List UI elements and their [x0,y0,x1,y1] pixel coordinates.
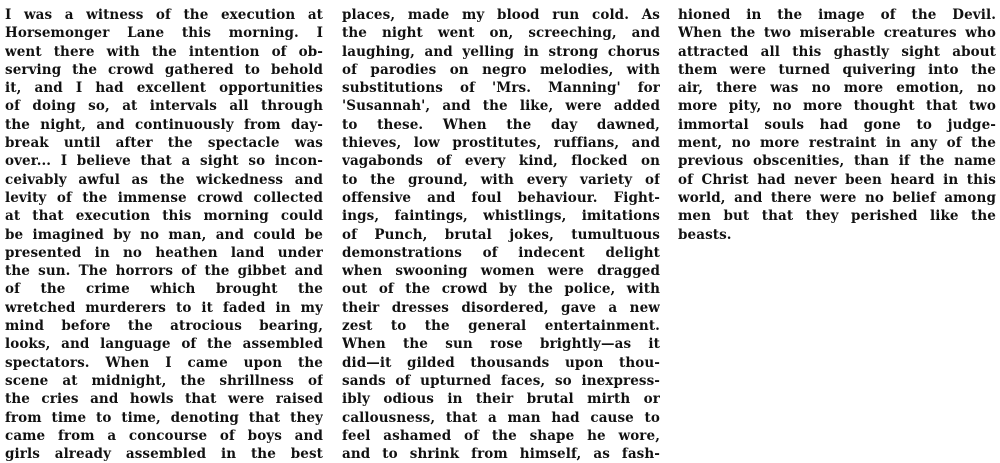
text-line: 'Susannah', and the like, were added [342,98,660,115]
text-line: feel ashamed of the shape he wore, [342,427,660,444]
text-line: went there with the intention of ob- [5,43,323,60]
text-column-2 [342,6,660,463]
text-line: Horsemonger Lane this morning. I [5,25,323,42]
text-line: levity of the immense crowd collected [5,189,323,206]
text-line: of doing so, at intervals all through [5,98,323,115]
text-line: over... I believe that a sight so incon- [5,153,323,170]
text-line: of the crime which brought the [5,281,323,298]
text-line: girls already assembled in the best [5,446,323,463]
text-line: callousness, that a man had cause to [342,409,660,426]
text-line: wretched murderers to it faded in my [5,299,323,316]
text-line: the night went on, screeching, and [342,25,660,42]
text-line: air, there was no more emotion, no [678,80,996,97]
text-line: offensive and foul behaviour. Fight- [342,189,660,206]
text-line: thieves, low prostitutes, ruffians, and [342,135,660,152]
text-line: to the ground, with every variety of [342,171,660,188]
text-line: when swooning women were dragged [342,263,660,280]
text-line: scene at midnight, the shrillness of [5,372,323,389]
text-line: of Punch, brutal jokes, tumultuous [342,226,660,243]
text-line: be imagined by no man, and could be [5,226,323,243]
text-line: from time to time, denoting that they [5,409,323,426]
text-line: substitutions of 'Mrs. Manning' for [342,80,660,97]
text-line: the sun. The horrors of the gibbet and [5,263,323,280]
text-line: beasts. [678,226,732,243]
text-line: immortal souls had gone to judge- [678,116,996,133]
text-line: them were turned quivering into the [678,61,996,78]
text-line: it, and I had excellent opportunities [5,80,323,97]
text-line: When the sun rose brightly—as it [342,336,660,353]
text-line: at that execution this morning could [5,208,323,225]
text-line: the night, and continuously from day- [5,116,323,133]
text-line: their dresses disordered, gave a new [342,299,660,316]
text-line: men but that they perished like the [678,208,996,225]
text-line: ment, no more restraint in any of the [678,135,996,152]
text-line: presented in no heathen land under [5,244,323,261]
text-line: sands of upturned faces, so inexpress- [342,372,660,389]
text-line: When the two miserable creatures who [678,25,996,42]
text-line: out of the crowd by the police, with [342,281,660,298]
text-line: spectators. When I came upon the [5,354,323,371]
text-column-1 [5,6,323,463]
text-line: serving the crowd gathered to behold [5,61,323,78]
text-line: places, made my blood run cold. As [342,7,660,23]
text-line: laughing, and yelling in strong chorus [342,43,660,60]
text-line: previous obscenities, than if the name [678,153,996,170]
text-line: mind before the atrocious bearing, [5,318,323,335]
text-line: came from a concourse of boys and [5,427,323,444]
text-line: I was a witness of the execution at [5,7,323,23]
text-line: did—it gilded thousands upon thou- [342,354,660,371]
text-line: ceivably awful as the wickedness and [5,171,323,188]
text-line: world, and there were no belief among [678,189,996,206]
text-line: vagabonds of every kind, flocked on [342,153,660,170]
text-line: more pity, no more thought that two [678,98,996,115]
text-line: ings, faintings, whistlings, imitations [342,208,660,225]
text-line: and to shrink from himself, as fash- [342,446,660,463]
text-column-3 [678,6,996,244]
text-line: attracted all this ghastly sight about [678,43,996,60]
text-line: of parodies on negro melodies, with [342,61,660,78]
text-line: demonstrations of indecent delight [342,244,660,261]
text-line: break until after the spectacle was [5,135,323,152]
text-line: to these. When the day dawned, [342,116,660,133]
text-line: of Christ had never been heard in this [678,171,996,188]
text-line: looks, and language of the assembled [5,336,323,353]
text-line: zest to the general entertainment. [342,318,660,335]
text-line: the cries and howls that were raised [5,391,323,408]
text-line: hioned in the image of the Devil. [678,7,996,23]
text-line: ibly odious in their brutal mirth or [342,391,660,408]
